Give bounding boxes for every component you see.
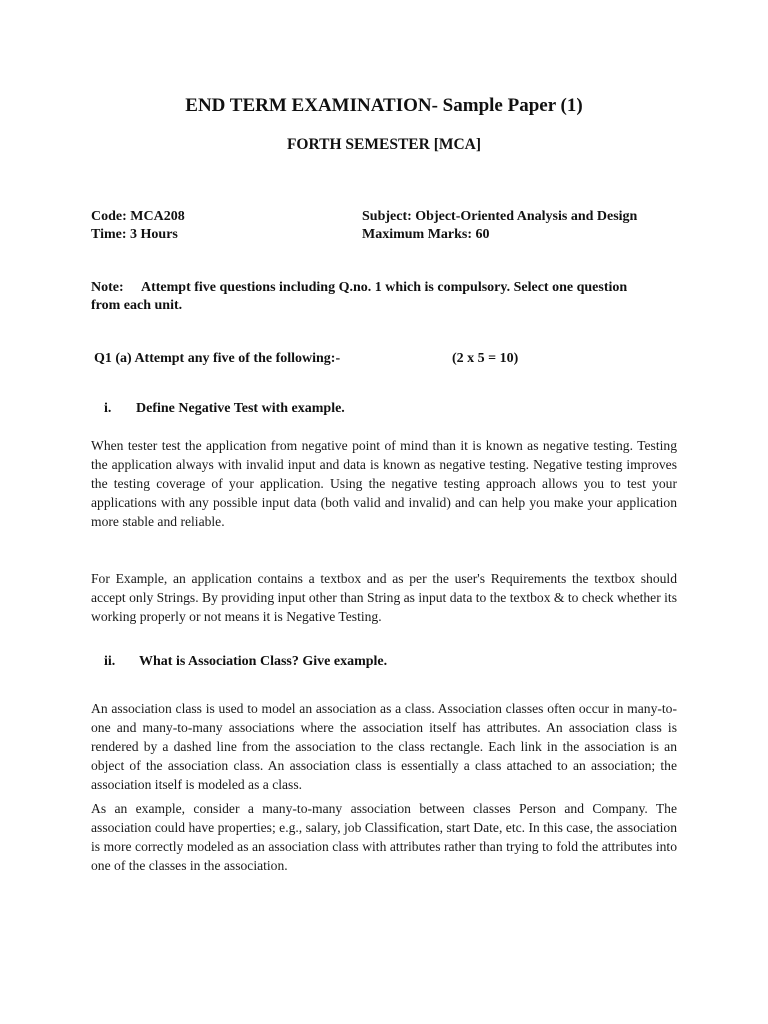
- answer-paragraph: For Example, an application contains a textbox and as per the user's Requirements the textbox should accept only Strings. By providing input other than String as input data to the textbox & to check whether its working properly or not means it is Negative Testing.: [91, 571, 677, 624]
- note-text-line-1: Attempt five questions including Q.no. 1 which is compulsory. Select one question: [141, 280, 628, 295]
- item-question: What is Association Class? Give example.: [139, 654, 388, 669]
- answer-paragraph: As an example, consider a many-to-many association between classes Person and Company. The association could have properties; e.g., salary, job Classification, start Date, etc. In this case, the association is more correctly modeled as an association class with attributes rather than trying to fold the attributes into one of the classes in the association.: [91, 801, 677, 873]
- answer-paragraph: When tester test the application from negative point of mind than it is known as negative testing. Testing the application always with invalid input and data is known as negative testing. Negative testing improves the testing coverage of your application. Using the negative testing approach allows you to test your applications with any possible input data (both valid and invalid) and can help you make your application more stable and reliable.: [91, 438, 677, 529]
- maximum-marks: Maximum Marks: 60: [362, 227, 490, 242]
- page-subtitle: FORTH SEMESTER [MCA]: [286, 136, 482, 153]
- page-title: END TERM EXAMINATION- Sample Paper (1): [185, 95, 583, 116]
- answer-paragraph: An association class is used to model an association as a class. Association classes often occur in many-to-one and many-to-many associations where the association itself has attributes. An association class is rendered by a dashed line from the association to the class rectangle. Each link in the association is an object of the association class. An association class is essentially a class attached to an association; the association itself is modeled as a class.: [91, 701, 677, 792]
- question-1-marks: (2 x 5 = 10): [452, 351, 519, 366]
- exam-time: Time: 3 Hours: [91, 227, 178, 242]
- item-number: ii.: [104, 654, 116, 669]
- item-number: i.: [104, 401, 112, 416]
- item-question: Define Negative Test with example.: [136, 401, 345, 416]
- course-code: Code: MCA208: [91, 209, 185, 224]
- note-text-line-2: from each unit.: [91, 298, 183, 313]
- note-label: Note:: [91, 280, 124, 295]
- question-1-heading: Q1 (a) Attempt any five of the following:-: [94, 351, 341, 366]
- subject: Subject: Object-Oriented Analysis and Design: [362, 209, 638, 224]
